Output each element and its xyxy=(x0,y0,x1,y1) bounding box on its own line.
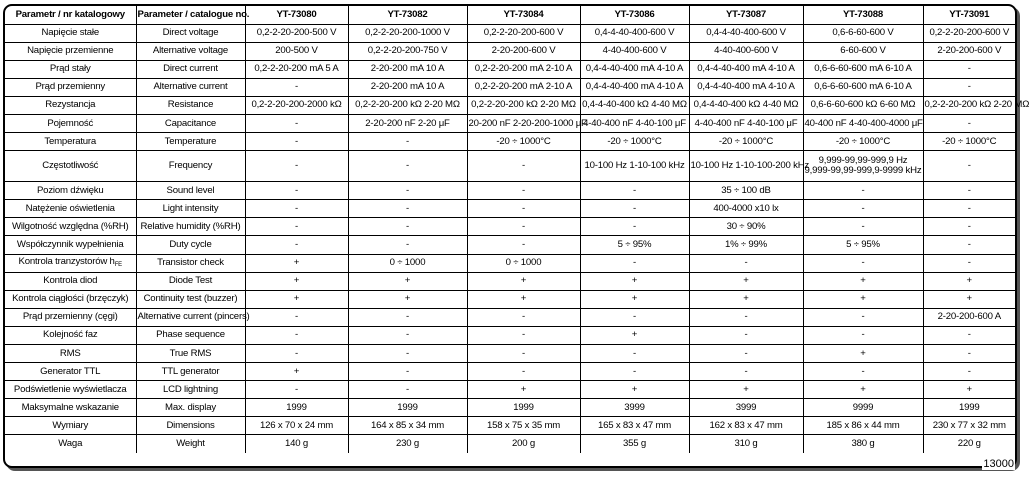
header-model: YT-73084 xyxy=(467,6,580,24)
spec-value-cell: - xyxy=(467,182,580,200)
spec-value-line: 9,999-99,99-999,9-9999 kHz xyxy=(804,165,922,177)
param-name-pl-text: Pojemność xyxy=(47,117,94,129)
spec-value-cell: 0,4-4-40-400 mA 4-10 A xyxy=(580,60,689,78)
param-name-pl xyxy=(5,24,136,42)
spec-value-cell: 10-100 Hz 1-10-100-200 kHz xyxy=(689,151,803,182)
param-name-pl xyxy=(5,363,136,381)
spec-value-cell: + xyxy=(348,272,467,290)
spec-value-cell: + xyxy=(467,381,580,399)
spec-value-cell: + xyxy=(923,381,1015,399)
spec-value-cell: - xyxy=(689,308,803,326)
spec-value-cell: 0 ÷ 1000 xyxy=(467,254,580,272)
spec-value-cell: - xyxy=(245,218,348,236)
param-name-pl xyxy=(5,272,136,290)
spec-value-cell: - xyxy=(923,236,1015,254)
param-name-en: Sound level xyxy=(136,182,245,200)
spec-value-cell: 5 ÷ 95% xyxy=(580,236,689,254)
spec-value-cell: 0,2-2-20-200-600 V xyxy=(467,24,580,42)
spec-value-cell: 165 x 83 x 47 mm xyxy=(580,417,689,435)
param-name-en: Relative humidity (%RH) xyxy=(136,218,245,236)
spec-value-cell: - xyxy=(467,363,580,381)
spec-value-cell: + xyxy=(689,272,803,290)
param-name-pl-text: Rezystancja xyxy=(45,99,96,111)
spec-value-cell: 1999 xyxy=(923,399,1015,417)
table-row xyxy=(5,60,1015,78)
table-row xyxy=(5,345,1015,363)
param-name-pl-text: Generator TTL xyxy=(40,365,101,377)
spec-value-cell: - xyxy=(245,345,348,363)
spec-value-cell: 185 x 86 x 44 mm xyxy=(803,417,923,435)
spec-value-cell: - xyxy=(580,363,689,381)
spec-value-cell: -20 ÷ 1000°C xyxy=(803,133,923,151)
table-row xyxy=(5,363,1015,381)
param-name-en: Continuity test (buzzer) xyxy=(136,290,245,308)
spec-value-cell: + xyxy=(348,290,467,308)
param-name-en: LCD lightning xyxy=(136,381,245,399)
table-row xyxy=(5,308,1015,326)
spec-value-cell: - xyxy=(689,345,803,363)
param-name-pl-text: Waga xyxy=(58,438,83,450)
spec-value-cell: 0,4-4-40-400-600 V xyxy=(689,24,803,42)
spec-value-cell: - xyxy=(348,218,467,236)
table-row xyxy=(5,133,1015,151)
param-name-pl-text: Podświetlenie wyświetlacza xyxy=(13,383,127,395)
spec-value-cell: 4-40-400-600 V xyxy=(580,42,689,60)
spec-value-cell: - xyxy=(348,182,467,200)
spec-value-cell: - xyxy=(348,326,467,344)
spec-value-cell: - xyxy=(467,200,580,218)
spec-value-cell: - xyxy=(803,254,923,272)
table-row xyxy=(5,435,1015,453)
spec-value-line: 9,999-99,99-999,9 Hz xyxy=(818,155,908,167)
spec-value-cell: 2-20-200-600 V xyxy=(467,42,580,60)
spec-value-cell: - xyxy=(348,381,467,399)
spec-value-cell: 230 g xyxy=(348,435,467,453)
table-row xyxy=(5,42,1015,60)
spec-value-cell: + xyxy=(923,272,1015,290)
spec-value-cell: - xyxy=(923,254,1015,272)
spec-value-cell: - xyxy=(923,345,1015,363)
spec-value-cell: - xyxy=(923,326,1015,344)
header-model: YT-73082 xyxy=(348,6,467,24)
spec-value-cell: -20 ÷ 1000°C xyxy=(689,133,803,151)
param-name-pl xyxy=(5,182,136,200)
param-name-pl-text: Maksymalne wskazanie xyxy=(21,401,119,413)
spec-value-cell: -20 ÷ 1000°C xyxy=(580,133,689,151)
spec-value-cell: - xyxy=(245,308,348,326)
spec-value-cell: + xyxy=(245,254,348,272)
param-name-en: Capacitance xyxy=(136,114,245,132)
spec-value-cell: + xyxy=(803,345,923,363)
spec-value-cell: - xyxy=(348,345,467,363)
spec-value-cell: 4-40-400 nF 4-40-100 μF xyxy=(689,114,803,132)
header-model: YT-73086 xyxy=(580,6,689,24)
spec-value-cell: - xyxy=(803,182,923,200)
spec-value-cell: 0,6-6-60-600 mA 6-10 A xyxy=(803,60,923,78)
spec-value-cell: - xyxy=(923,363,1015,381)
table-row xyxy=(5,114,1015,132)
spec-value-cell: - xyxy=(923,218,1015,236)
param-name-pl-text: Kolejność faz xyxy=(43,329,98,341)
spec-value-cell: 10-100 Hz 1-10-100 kHz xyxy=(580,151,689,182)
spec-value-cell: 162 x 83 x 47 mm xyxy=(689,417,803,435)
table-row xyxy=(5,78,1015,96)
spec-value-cell: 0,2-2-20-200-600 V xyxy=(923,24,1015,42)
param-name-pl xyxy=(5,133,136,151)
spec-value-cell: - xyxy=(580,182,689,200)
param-name-en: Direct current xyxy=(136,60,245,78)
param-name-pl xyxy=(5,96,136,114)
spec-value-cell: 310 g xyxy=(689,435,803,453)
spec-value-cell: - xyxy=(923,114,1015,132)
spec-value-cell: - xyxy=(580,308,689,326)
param-name-pl xyxy=(5,78,136,96)
spec-value-cell: + xyxy=(580,290,689,308)
param-name-pl-text: Prąd przemienny xyxy=(35,81,106,93)
param-name-en: Temperature xyxy=(136,133,245,151)
header-model: YT-73091 xyxy=(923,6,1015,24)
spec-value-cell: - xyxy=(467,345,580,363)
param-name-en: Resistance xyxy=(136,96,245,114)
param-name-en: Dimensions xyxy=(136,417,245,435)
spec-value-cell: + xyxy=(580,381,689,399)
param-name-pl-text: RMS xyxy=(59,347,81,359)
spec-value-cell: 0,2-2-20-200-500 V xyxy=(245,24,348,42)
param-name-en: Alternative voltage xyxy=(136,42,245,60)
param-name-en: Max. display xyxy=(136,399,245,417)
spec-value-cell: + xyxy=(245,272,348,290)
param-name-pl-text: Napięcie stałe xyxy=(41,27,99,39)
spec-value-cell: - xyxy=(580,200,689,218)
spec-value-cell: - xyxy=(245,381,348,399)
param-name-pl-text: Temperatura xyxy=(44,135,97,147)
spec-value-cell: 6-60-600 V xyxy=(803,42,923,60)
param-name-en: Transistor check xyxy=(136,254,245,272)
param-name-pl-text: Wilgotność względna (%RH) xyxy=(11,220,129,232)
spec-value-cell: 0,4-4-40-400 kΩ 4-40 MΩ xyxy=(689,96,803,114)
header-param-pl: Parametr / nr katalogowy xyxy=(5,6,136,24)
spec-value-cell: 0,2-2-20-200-750 V xyxy=(348,42,467,60)
param-name-pl xyxy=(5,308,136,326)
spec-value-cell: - xyxy=(245,326,348,344)
spec-value-cell: + xyxy=(245,363,348,381)
spec-value-cell: - xyxy=(689,254,803,272)
spec-value-cell: - xyxy=(803,308,923,326)
param-name-en: Light intensity xyxy=(136,200,245,218)
spec-value-cell: 158 x 75 x 35 mm xyxy=(467,417,580,435)
param-name-pl-text: Wymiary xyxy=(52,419,89,431)
spec-value-cell: 200-500 V xyxy=(245,42,348,60)
table-row xyxy=(5,254,1015,272)
spec-value-cell: 0,2-2-20-200 mA 5 A xyxy=(245,60,348,78)
spec-value-cell: 0,6-6-60-600 mA 6-10 A xyxy=(803,78,923,96)
spec-value-cell: 400-4000 x10 lx xyxy=(689,200,803,218)
spec-value-cell: - xyxy=(348,151,467,182)
param-name-pl-text: Napięcie przemienne xyxy=(27,45,114,57)
spec-value-cell: 0,4-4-40-400 mA 4-10 A xyxy=(689,60,803,78)
spec-value-cell: 0,2-2-20-200-2000 kΩ xyxy=(245,96,348,114)
spec-value-cell: - xyxy=(245,151,348,182)
param-name-en: True RMS xyxy=(136,345,245,363)
spec-value-cell: 2-20-200-600 A xyxy=(923,308,1015,326)
param-name-en: Frequency xyxy=(136,151,245,182)
table-row xyxy=(5,290,1015,308)
spec-value-cell: - xyxy=(348,363,467,381)
spec-value-cell: + xyxy=(803,272,923,290)
spec-value-cell: - xyxy=(467,236,580,254)
spec-value-cell: - xyxy=(803,218,923,236)
param-name-pl xyxy=(5,399,136,417)
spec-value-cell: - xyxy=(245,133,348,151)
spec-value-cell: 4-40-400-600 V xyxy=(689,42,803,60)
spec-value-cell: 3999 xyxy=(580,399,689,417)
spec-value-cell: - xyxy=(689,363,803,381)
param-name-en: TTL generator xyxy=(136,363,245,381)
param-name-pl xyxy=(5,417,136,435)
spec-value-cell: 140 g xyxy=(245,435,348,453)
table-row xyxy=(5,326,1015,344)
spec-value-cell: 0,6-6-60-600 V xyxy=(803,24,923,42)
spec-value-cell: + xyxy=(923,290,1015,308)
param-name-pl-text: Kontrola diod xyxy=(43,275,98,287)
param-name-pl-text: Częstotliwość xyxy=(42,160,99,172)
table-row xyxy=(5,151,1015,182)
spec-value-cell: + xyxy=(467,290,580,308)
spec-value-cell: - xyxy=(923,182,1015,200)
spec-value-cell: + xyxy=(689,381,803,399)
spec-value-cell: + xyxy=(245,290,348,308)
spec-value-cell: 0,2-2-20-200 kΩ 2-20 MΩ xyxy=(348,96,467,114)
spec-value-cell: - xyxy=(245,114,348,132)
table-row xyxy=(5,417,1015,435)
spec-value-cell: 355 g xyxy=(580,435,689,453)
param-name-pl xyxy=(5,435,136,453)
spec-value-cell: - xyxy=(467,326,580,344)
header-model: YT-73087 xyxy=(689,6,803,24)
spec-value-cell: 1% ÷ 99% xyxy=(689,236,803,254)
spec-value-cell: 380 g xyxy=(803,435,923,453)
spec-value-cell: 0,2-2-20-200 mA 2-10 A xyxy=(467,60,580,78)
spec-value-cell: 1999 xyxy=(467,399,580,417)
header-row xyxy=(5,6,1015,24)
spec-value-cell: 0 ÷ 1000 xyxy=(348,254,467,272)
param-name-en: Weight xyxy=(136,435,245,453)
spec-value-cell: + xyxy=(689,290,803,308)
param-name-pl xyxy=(5,200,136,218)
param-name-pl xyxy=(5,326,136,344)
spec-value-cell: 200 g xyxy=(467,435,580,453)
param-name-pl xyxy=(5,236,136,254)
spec-value-cell: - xyxy=(245,200,348,218)
table-row xyxy=(5,24,1015,42)
param-name-pl xyxy=(5,218,136,236)
param-name-en: Alternative current (pincers) xyxy=(136,308,245,326)
spec-value-cell: - xyxy=(923,200,1015,218)
spec-value-cell: - xyxy=(467,151,580,182)
spec-value-cell: - xyxy=(923,78,1015,96)
spec-value-cell: 4-40-400 nF 4-40-100 μF xyxy=(580,114,689,132)
table-body xyxy=(5,24,1029,453)
spec-value-cell: 0,6-6-60-600 kΩ 6-60 MΩ xyxy=(803,96,923,114)
param-name-en: Duty cycle xyxy=(136,236,245,254)
param-name-pl xyxy=(5,151,136,182)
table-row xyxy=(5,381,1015,399)
spec-value-cell: 230 x 77 x 32 mm xyxy=(923,417,1015,435)
spec-value-cell: + xyxy=(580,272,689,290)
param-name-pl xyxy=(5,381,136,399)
spec-value-cell: 0,2-2-20-200-1000 V xyxy=(348,24,467,42)
spec-value-cell: - xyxy=(803,200,923,218)
spec-value-cell: 164 x 85 x 34 mm xyxy=(348,417,467,435)
param-name-pl-text: Natężenie oświetlenia xyxy=(25,202,115,214)
header-model: YT-73088 xyxy=(803,6,923,24)
spec-value-cell: - xyxy=(245,78,348,96)
param-name-pl xyxy=(5,114,136,132)
param-name-pl-text: Współczynnik wypełnienia xyxy=(16,238,124,250)
spec-value-cell: - xyxy=(348,133,467,151)
param-name-pl-text: Kontrola ciągłości (brzęczyk) xyxy=(12,293,129,305)
spec-value-cell: 3999 xyxy=(689,399,803,417)
spec-value-cell: 35 ÷ 100 dB xyxy=(689,182,803,200)
catalogue-page-code: 13000 xyxy=(983,458,1014,470)
spec-value-cell: + xyxy=(580,326,689,344)
spec-value-cell: 0,2-2-20-200 mA 2-10 A xyxy=(467,78,580,96)
param-name-pl xyxy=(5,60,136,78)
spec-value-cell: 0,2-2-20-200 kΩ 2-20 MΩ xyxy=(923,96,1015,114)
spec-value-cell: - xyxy=(923,151,1015,182)
spec-value-cell: 40-400 nF 4-40-400-4000 μF xyxy=(803,114,923,132)
spec-value-cell: 1999 xyxy=(245,399,348,417)
spec-value-cell: - xyxy=(803,326,923,344)
table-row xyxy=(5,272,1015,290)
spec-value-cell: 5 ÷ 95% xyxy=(803,236,923,254)
param-name-en: Direct voltage xyxy=(136,24,245,42)
spec-value-cell: + xyxy=(803,290,923,308)
param-name-en: Alternative current xyxy=(136,78,245,96)
spec-value-cell: - xyxy=(580,345,689,363)
spec-value-cell: 0,4-4-40-400 mA 4-10 A xyxy=(689,78,803,96)
param-name-pl-text: Prąd stały xyxy=(49,63,91,75)
spec-value-cell: - xyxy=(580,254,689,272)
spec-value-cell: + xyxy=(803,381,923,399)
spec-value-cell: 0,4-4-40-400-600 V xyxy=(580,24,689,42)
param-name-pl-text: Prąd przemienny (cęgi) xyxy=(22,311,118,323)
param-name-pl xyxy=(5,42,136,60)
table-row xyxy=(5,399,1015,417)
table-row xyxy=(5,236,1015,254)
spec-value-cell: - xyxy=(923,60,1015,78)
table-row xyxy=(5,218,1015,236)
table-row xyxy=(5,200,1015,218)
spec-value-cell: - xyxy=(580,218,689,236)
spec-value-cell: 20-200 nF 2-20-200-1000 μF xyxy=(467,114,580,132)
spec-value-cell: 2-20-200 mA 10 A xyxy=(348,78,467,96)
table-row xyxy=(5,96,1015,114)
spec-value-cell: -20 ÷ 1000°C xyxy=(467,133,580,151)
spec-value-cell: - xyxy=(803,363,923,381)
spec-value-cell: 0,4-4-40-400 mA 4-10 A xyxy=(580,78,689,96)
param-name-en: Phase sequence xyxy=(136,326,245,344)
param-name-pl-text: Poziom dźwięku xyxy=(36,184,104,196)
spec-value-cell: - xyxy=(348,236,467,254)
header-model: YT-73080 xyxy=(245,6,348,24)
spec-value-cell: - xyxy=(689,326,803,344)
spec-value-cell: 2-20-200-600 V xyxy=(923,42,1015,60)
spec-value-cell: - xyxy=(348,200,467,218)
spec-table-frame xyxy=(3,4,1029,468)
spec-value-cell: 9999 xyxy=(803,399,923,417)
header-param-en: Parameter / catalogue no. xyxy=(136,6,245,24)
spec-value-cell: 0,4-4-40-400 kΩ 4-40 MΩ xyxy=(580,96,689,114)
spec-value-cell: - xyxy=(348,308,467,326)
spec-value-cell: 220 g xyxy=(923,435,1015,453)
spec-value-cell: - xyxy=(245,182,348,200)
spec-value-cell: - xyxy=(467,308,580,326)
param-name-en: Diode Test xyxy=(136,272,245,290)
spec-value-cell: 30 ÷ 90% xyxy=(689,218,803,236)
spec-value-cell: + xyxy=(467,272,580,290)
param-name-pl-subscript: FE xyxy=(114,261,122,268)
spec-value-cell: - xyxy=(245,236,348,254)
param-name-pl xyxy=(5,254,136,272)
spec-value-cell: 126 x 70 x 24 mm xyxy=(245,417,348,435)
spec-value-cell: 1999 xyxy=(348,399,467,417)
param-name-pl-text: Kontrola tranzystorów h xyxy=(18,255,115,267)
multimeter-spec-table xyxy=(5,6,1029,453)
spec-value-cell: 0,2-2-20-200 kΩ 2-20 MΩ xyxy=(467,96,580,114)
spec-value-cell-multiline xyxy=(803,151,923,182)
param-name-pl xyxy=(5,290,136,308)
spec-value-cell: 2-20-200 mA 10 A xyxy=(348,60,467,78)
spec-value-cell: 2-20-200 nF 2-20 μF xyxy=(348,114,467,132)
table-row xyxy=(5,182,1015,200)
spec-value-cell: - xyxy=(467,218,580,236)
param-name-pl xyxy=(5,345,136,363)
spec-value-cell: -20 ÷ 1000°C xyxy=(923,133,1015,151)
